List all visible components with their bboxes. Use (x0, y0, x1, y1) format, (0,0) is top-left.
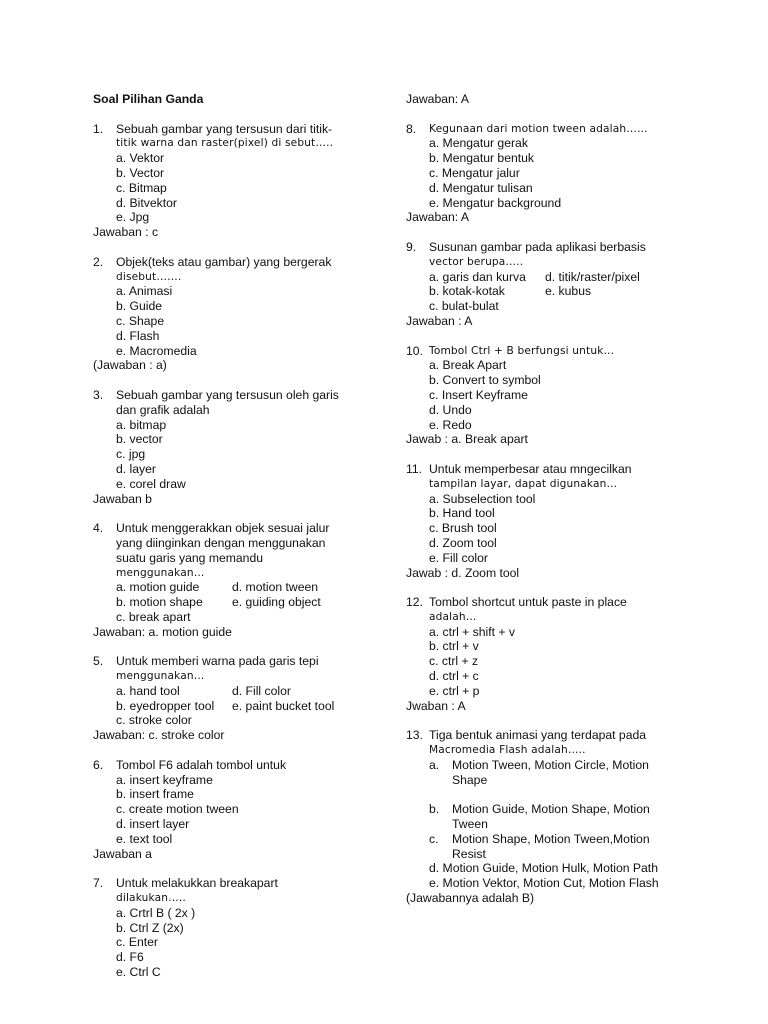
left-question-list (93, 122, 383, 980)
option-row (93, 580, 383, 595)
question-text: Tombol shortcut untuk paste in place (429, 595, 627, 610)
option-item: b. insert frame (116, 787, 194, 802)
question-2 (93, 255, 383, 373)
question-8 (406, 122, 706, 226)
option-text: e. paint bucket tool (232, 698, 335, 713)
answer-line: Jawaban: A (406, 92, 470, 106)
option-item: b. Mengatur bentuk (429, 151, 535, 166)
option-text: b. kotak-kotak (429, 284, 505, 299)
option-text: Shape (452, 772, 488, 787)
question-number: 8. (406, 121, 417, 136)
question-text: Untuk menggerakkan objek sesuai jalur (116, 521, 330, 536)
question-text: Objek(teks atau gambar) yang bergerak (116, 254, 332, 269)
option-item: b. Guide (116, 299, 163, 314)
answer-line: (Jawabannya adalah B) (406, 891, 535, 906)
option-item: c. break apart (116, 609, 191, 624)
option-e: e. Motion Vektor, Motion Cut, Motion Flash (429, 876, 659, 891)
answer-line: Jawaban: A (406, 210, 470, 225)
right-column (406, 92, 706, 921)
option-item: b. Ctrl Z (2x) (116, 920, 184, 935)
option-item: c. create motion tween (116, 802, 239, 817)
question-text: suatu garis yang memandu (116, 550, 264, 565)
answer-line: Jawaban: c. stroke color (93, 728, 225, 743)
question-number: 11. (406, 461, 423, 476)
option-item: e. Ctrl C (116, 965, 161, 980)
option-item: e. Jpg (116, 210, 150, 225)
option-item: c. Brush tool (429, 521, 497, 536)
option-item: e. corel draw (116, 476, 186, 491)
question-line (93, 255, 383, 270)
option-text: Motion Guide, Motion Shape, Motion (452, 802, 650, 817)
option-item: d. F6 (116, 950, 144, 965)
question-line (93, 388, 383, 403)
question-3 (93, 388, 383, 506)
right-question-list (406, 122, 706, 714)
question-text: yang diinginkan dengan menggunakan (116, 535, 326, 550)
option-item: e. ctrl + p (429, 683, 480, 698)
question-5 (93, 654, 383, 743)
question-text: dilakukan….. (116, 892, 186, 905)
option-item: d. Mengatur tulisan (429, 180, 533, 195)
option-item: e. Fill color (429, 550, 488, 565)
option-text: b. eyedropper tool (116, 698, 215, 713)
question-6 (93, 758, 383, 862)
option-label: c. (429, 831, 439, 846)
question-number: 10. (406, 343, 423, 358)
option-text: a. garis dan kurva (429, 269, 526, 284)
option-item: d. Zoom tool (429, 535, 497, 550)
question-number: 13. (406, 728, 423, 743)
question-13 (406, 728, 706, 906)
option-item: c. Shape (116, 313, 165, 328)
option-item: c. ctrl + z (429, 654, 479, 669)
option-item: d. insert layer (116, 817, 190, 832)
option-a (406, 758, 706, 773)
option-text: e. guiding object (232, 595, 321, 610)
option-item: d. Flash (116, 328, 160, 343)
option-item: b. Convert to symbol (429, 373, 541, 388)
question-text: Untuk melakukkan breakapart (116, 876, 278, 891)
answer-line: Jawab : d. Zoom tool (406, 565, 520, 580)
option-item: b. Vector (116, 165, 165, 180)
question-9 (406, 240, 706, 329)
question-text: Susunan gambar pada aplikasi berbasis (429, 239, 646, 254)
question-number: 7. (93, 876, 104, 891)
option-text: Resist (452, 846, 486, 861)
option-item: a. Mengatur gerak (429, 136, 528, 151)
option-item: d. Bitvektor (116, 195, 177, 210)
option-item: a. Subselection tool (429, 491, 536, 506)
option-item: d. Undo (429, 402, 472, 417)
left-column (93, 92, 383, 995)
option-label: b. (429, 802, 440, 817)
option-d: d. Motion Guide, Motion Hulk, Motion Path (429, 861, 658, 876)
question-line (93, 876, 383, 891)
option-text: e. kubus (545, 284, 592, 299)
question-text: menggunakan… (116, 566, 205, 579)
answer-line: Jawaban : A (406, 313, 473, 328)
option-item: e. Mengatur background (429, 195, 562, 210)
question-number: 1. (93, 121, 104, 136)
option-item: a. Crtrl B ( 2x ) (116, 905, 196, 920)
option-item: b. vector (116, 432, 163, 447)
question-text: Untuk memberi warna pada garis tepi (116, 654, 319, 669)
option-item: c. jpg (116, 447, 146, 462)
question-line (93, 122, 383, 137)
option-item: c. Mengatur jalur (429, 165, 520, 180)
question-text: disebut……. (116, 270, 182, 283)
question-line (93, 654, 383, 669)
option-row (93, 595, 383, 610)
page-title: Soal Pilihan Ganda (93, 92, 204, 106)
option-text: a. motion guide (116, 580, 200, 595)
question-line (93, 521, 383, 536)
option-text: Tween (452, 817, 488, 832)
answer-line: Jwaban : A (406, 698, 466, 713)
question-text: menggunakan… (116, 670, 205, 683)
question-text: adalah… (429, 610, 477, 623)
question-1 (93, 122, 383, 240)
question-number: 2. (93, 254, 104, 269)
option-item: c. Enter (116, 935, 158, 950)
option-item: c. bulat-bulat (429, 299, 499, 314)
option-b (406, 802, 706, 817)
option-item: d. layer (116, 461, 156, 476)
option-item: a. bitmap (116, 417, 167, 432)
question-11 (406, 462, 706, 580)
option-c (406, 832, 706, 847)
option-row (93, 684, 383, 699)
answer-line: Jawaban: a. motion guide (93, 624, 232, 639)
option-text: d. motion tween (232, 580, 319, 595)
answer-line: Jawaban a (93, 846, 152, 861)
question-number: 6. (93, 757, 104, 772)
option-item: b. ctrl + v (429, 639, 479, 654)
question-12 (406, 595, 706, 713)
option-item: e. text tool (116, 831, 173, 846)
question-number: 12. (406, 595, 423, 610)
option-item: e. Macromedia (116, 343, 197, 358)
option-item: a. ctrl + shift + v (429, 624, 516, 639)
question-number: 4. (93, 521, 104, 536)
option-item: d. ctrl + c (429, 669, 479, 684)
question-text: Sebuah gambar yang tersusun dari titik- (116, 121, 333, 136)
question-10 (406, 344, 706, 448)
question-number: 3. (93, 387, 104, 402)
question-4 (93, 521, 383, 639)
answer-line: Jawaban b (93, 491, 152, 506)
option-item: e. Redo (429, 417, 472, 432)
option-item: c. Bitmap (116, 180, 167, 195)
option-item: c. Insert Keyframe (429, 387, 528, 402)
question-number: 5. (93, 654, 104, 669)
option-item: a. Vektor (116, 151, 165, 166)
question-text: tampilan layar, dapat digunakan… (429, 477, 618, 490)
option-text: b. motion shape (116, 595, 203, 610)
option-item: c. stroke color (116, 713, 192, 728)
option-text: Motion Tween, Motion Circle, Motion (452, 757, 649, 772)
question-line (93, 758, 383, 773)
question-line (406, 595, 706, 610)
option-row (406, 270, 706, 285)
option-row (93, 699, 383, 714)
question-7 (93, 876, 383, 980)
question-text: Untuk memperbesar atau mngecilkan (429, 461, 632, 476)
question-line (406, 728, 706, 743)
option-text: a. hand tool (116, 683, 180, 698)
spacer (406, 787, 706, 802)
question-text: Sebuah gambar yang tersusun oleh garis (116, 387, 339, 402)
question-text: Tombol Ctrl + B berfungsi untuk… (429, 344, 615, 357)
question-text: dan grafik adalah (116, 402, 210, 417)
question-line (406, 122, 706, 137)
question-line (406, 344, 706, 359)
question-text: titik warna dan raster(pixel) di sebut….. (116, 137, 334, 150)
option-item: b. Hand tool (429, 506, 495, 521)
option-item: a. Animasi (116, 284, 173, 299)
question-text: Tiga bentuk animasi yang terdapat pada (429, 728, 647, 743)
option-item: a. Break Apart (429, 358, 507, 373)
option-text: d. titik/raster/pixel (545, 269, 640, 284)
option-text: Motion Shape, Motion Tween,Motion (452, 831, 650, 846)
question-line (406, 462, 706, 477)
option-item: a. insert keyframe (116, 772, 213, 787)
question-text: vector berupa….. (429, 255, 524, 268)
question-number: 9. (406, 239, 417, 254)
question-text: Macromedia Flash adalah….. (429, 744, 586, 757)
option-row (406, 284, 706, 299)
answer-line: Jawaban : c (93, 225, 159, 240)
question-line (406, 240, 706, 255)
question-text: Tombol F6 adalah tombol untuk (116, 757, 287, 772)
question-text: Kegunaan dari motion tween adalah…… (429, 122, 648, 135)
option-text: d. Fill color (232, 683, 291, 698)
option-label: a. (429, 757, 440, 772)
answer-line: Jawab : a. Break apart (406, 432, 528, 447)
answer-line: (Jawaban : a) (93, 358, 167, 373)
